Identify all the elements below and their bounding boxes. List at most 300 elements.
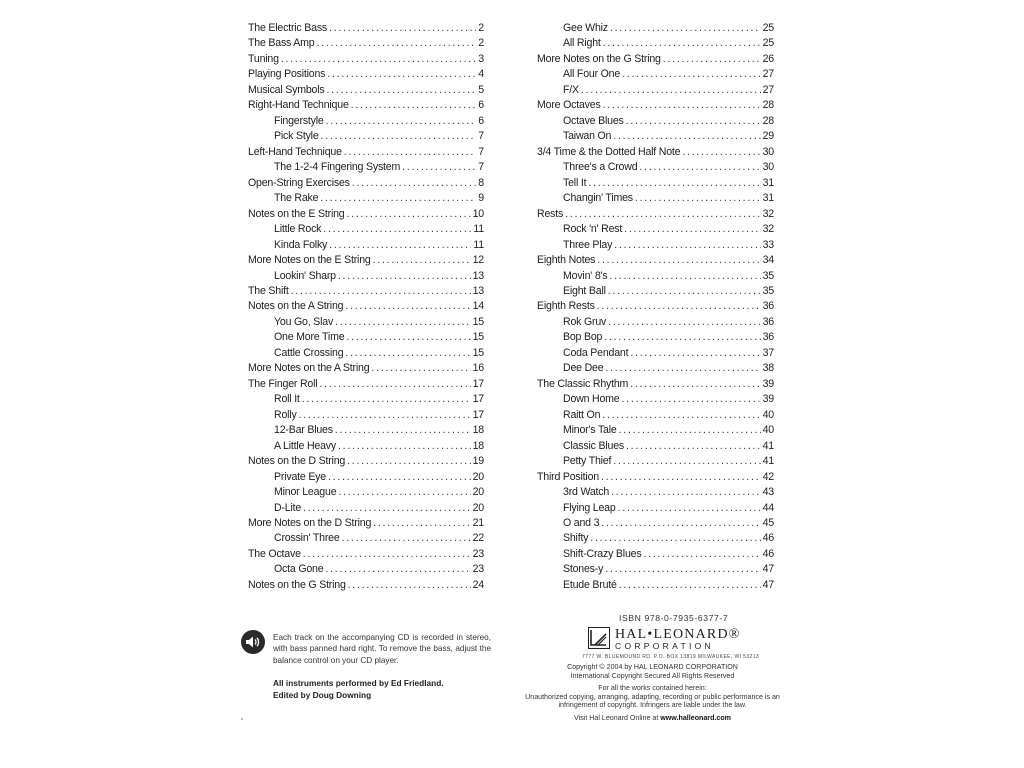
toc-entry-title: Flying Leap — [563, 501, 616, 514]
toc-entry — [248, 454, 484, 469]
toc-leader-dots — [346, 330, 470, 345]
toc-entry-page: 38 — [762, 362, 774, 375]
toc-entry-page: 4 — [478, 68, 484, 81]
toc-leader-dots — [626, 114, 761, 129]
toc-entry-title: Roll It — [274, 393, 300, 406]
cd-note-text: Each track on the accompanying CD is recorded in stereo, with bass panned hard right. To remove the bass, adjust the balance control on your CD player. — [273, 633, 491, 665]
toc-leader-dots — [588, 176, 760, 191]
toc-sub-entry — [537, 176, 774, 191]
toc-entry-title: O and 3 — [563, 517, 600, 529]
toc-entry-page: 37 — [762, 346, 774, 359]
toc-entry-title: Lookin' Sharp — [274, 269, 336, 282]
toc-entry-page: 40 — [762, 408, 774, 421]
copyright-line: For all the works contained herein: — [598, 684, 707, 692]
toc-entry-title: Left-Hand Technique — [248, 145, 342, 158]
toc-sub-entry — [537, 531, 774, 546]
toc-leader-dots — [338, 269, 471, 284]
toc-sub-entry — [248, 238, 484, 253]
toc-entry-page: 10 — [472, 207, 484, 220]
toc-entry-title: Movin' 8's — [563, 269, 608, 282]
toc-leader-dots — [619, 578, 761, 593]
toc-entry-title: Kinda Folky — [274, 238, 328, 251]
toc-entry-page: 47 — [762, 578, 774, 591]
toc-entry-page: 6 — [478, 99, 484, 112]
toc-leader-dots — [630, 346, 760, 361]
toc-leader-dots — [601, 470, 761, 485]
toc-entry — [537, 299, 774, 314]
toc-entry-title: Three Play — [563, 238, 613, 251]
toc-sub-entry — [248, 269, 484, 284]
toc-entry-page: 13 — [472, 269, 484, 282]
toc-entry-page: 47 — [762, 563, 774, 576]
toc-entry-page: 24 — [472, 578, 484, 591]
toc-entry-title: One More Time — [274, 331, 345, 344]
toc-entry-title: Rock 'n' Rest — [563, 223, 623, 236]
toc-leader-dots — [682, 145, 760, 160]
toc-entry-title: All Four One — [563, 68, 621, 81]
toc-entry — [248, 578, 484, 593]
toc-entry-title: Minor League — [274, 486, 337, 499]
toc-entry — [537, 377, 774, 392]
toc-sub-entry — [537, 501, 774, 516]
toc-sub-entry — [537, 578, 774, 593]
toc-entry — [537, 145, 774, 160]
toc-entry-title: More Notes on the G String — [537, 52, 661, 65]
toc-entry-title: The Finger Roll — [248, 377, 318, 390]
toc-leader-dots — [603, 98, 761, 113]
toc-entry-title: 3rd Watch — [563, 486, 610, 499]
toc-entry-page: 21 — [472, 517, 484, 529]
toc-entry-title: Third Position — [537, 470, 599, 483]
toc-entry-page: 3 — [478, 52, 484, 65]
toc-leader-dots — [347, 207, 471, 222]
toc-entry-page: 28 — [762, 114, 774, 127]
toc-entry-page: 31 — [762, 192, 774, 205]
toc-leader-dots — [291, 284, 471, 299]
toc-entry-page: 11 — [473, 238, 484, 251]
toc-entry-page: 26 — [762, 52, 774, 65]
publisher-name: HAL•LEONARD® — [615, 627, 741, 642]
toc-leader-dots — [347, 454, 471, 469]
toc-entry-title: Fingerstyle — [274, 114, 324, 127]
toc-left-column — [248, 21, 484, 593]
toc-leader-dots — [613, 129, 760, 144]
toc-leader-dots — [299, 408, 471, 423]
toc-entry — [248, 253, 484, 268]
toc-entry-page: 2 — [478, 37, 484, 50]
copyright-line: International Copyright Secured All Rights Reserved — [570, 671, 735, 680]
toc-leader-dots — [329, 21, 476, 36]
toc-entry-title: Octa Gone — [274, 563, 324, 576]
toc-entry-page: 6 — [478, 114, 484, 127]
toc-sub-entry — [537, 485, 774, 500]
editor-credit: Edited by Doug Downing — [273, 689, 372, 700]
toc-entry-page: 18 — [472, 439, 484, 452]
toc-entry-title: Private Eye — [274, 470, 326, 483]
toc-entry-page: 20 — [472, 486, 484, 499]
toc-entry-page: 15 — [472, 346, 484, 359]
toc-entry-title: Notes on the E String — [248, 207, 345, 220]
toc-entry-page: 12 — [472, 254, 484, 267]
toc-entry — [537, 98, 774, 113]
toc-entry-page: 20 — [472, 470, 484, 483]
toc-entry-title: Crossin' Three — [274, 532, 340, 545]
toc-sub-entry — [248, 423, 484, 438]
toc-sub-entry — [537, 284, 774, 299]
toc-entry-title: Rests — [537, 207, 564, 220]
toc-sub-entry — [248, 439, 484, 454]
toc-entry-title: More Notes on the A String — [248, 362, 370, 375]
performer-credit: All instruments performed by Ed Friedland. — [273, 678, 444, 688]
toc-entry-page: 17 — [472, 408, 484, 421]
toc-leader-dots — [630, 377, 760, 392]
toc-leader-dots — [581, 83, 761, 98]
toc-sub-entry — [537, 129, 774, 144]
toc-leader-dots — [597, 253, 760, 268]
toc-entry — [248, 207, 484, 222]
toc-entry-title: Pick Style — [274, 130, 319, 143]
toc-sub-entry — [537, 269, 774, 284]
toc-entry-title: Minor's Tale — [563, 424, 617, 437]
toc-entry-page: 36 — [762, 315, 774, 328]
toc-entry-title: Tell It — [563, 176, 587, 189]
toc-entry-title: Open-String Exercises — [248, 176, 350, 189]
toc-entry-page: 7 — [478, 161, 484, 174]
toc-entry-title: The Classic Rhythm — [537, 377, 629, 390]
toc-entry — [248, 36, 484, 51]
toc-entry — [248, 299, 484, 314]
toc-leader-dots — [619, 423, 761, 438]
toc-sub-entry — [537, 423, 774, 438]
toc-sub-entry — [537, 361, 774, 376]
toc-entry-title: F/X — [563, 83, 579, 96]
toc-sub-entry — [537, 315, 774, 330]
toc-entry-title: Playing Positions — [248, 68, 326, 81]
toc-entry-page: 34 — [762, 254, 774, 267]
toc-entry-page: 41 — [762, 439, 774, 452]
toc-leader-dots — [603, 36, 761, 51]
toc-sub-entry — [537, 330, 774, 345]
toc-leader-dots — [338, 485, 470, 500]
toc-sub-entry — [248, 531, 484, 546]
toc-entry-title: Shifty — [563, 532, 589, 545]
toc-leader-dots — [604, 330, 760, 345]
toc-entry-title: More Notes on the D String — [248, 517, 372, 529]
scan-mark — [241, 718, 243, 720]
toc-entry-title: Octave Blues — [563, 114, 624, 127]
toc-leader-dots — [565, 207, 761, 222]
toc-sub-entry — [537, 392, 774, 407]
toc-entry-page: 32 — [762, 223, 774, 236]
toc-entry-title: Notes on the A String — [248, 300, 344, 313]
toc-entry-page: 16 — [472, 362, 484, 375]
toc-sub-entry — [537, 191, 774, 206]
toc-entry-page: 9 — [478, 192, 484, 205]
toc-entry-title: Dee Dee — [563, 362, 604, 375]
toc-entry-page: 17 — [472, 393, 484, 406]
toc-leader-dots — [342, 531, 471, 546]
toc-entry-page: 28 — [762, 99, 774, 112]
toc-entry-title: Classic Blues — [563, 439, 624, 452]
toc-sub-entry — [537, 160, 774, 175]
toc-entry-title: Three's a Crowd — [563, 161, 638, 174]
toc-leader-dots — [622, 67, 761, 82]
toc-leader-dots — [639, 160, 760, 175]
toc-leader-dots — [345, 299, 470, 314]
hal-leonard-emblem-icon — [588, 627, 610, 649]
toc-leader-dots — [321, 129, 477, 144]
toc-entry-title: The Shift — [248, 284, 289, 297]
toc-entry-title: Coda Pendant — [563, 346, 629, 359]
copyright-block — [515, 663, 790, 722]
toc-entry-page: 45 — [762, 517, 774, 529]
toc-entry-page: 25 — [762, 22, 774, 34]
toc-leader-dots — [611, 485, 761, 500]
toc-sub-entry — [537, 83, 774, 98]
toc-entry-page: 5 — [478, 83, 484, 96]
toc-leader-dots — [605, 562, 760, 577]
toc-entry-title: Down Home — [563, 393, 620, 406]
toc-sub-entry — [248, 470, 484, 485]
toc-sub-entry — [248, 315, 484, 330]
toc-entry-page: 46 — [762, 532, 774, 545]
speaker-icon — [241, 630, 265, 654]
toc-leader-dots — [323, 222, 471, 237]
toc-sub-entry — [248, 129, 484, 144]
toc-entry-title: D-Lite — [274, 501, 302, 514]
toc-sub-entry — [537, 439, 774, 454]
toc-sub-entry — [537, 346, 774, 361]
visit-line — [515, 714, 790, 723]
toc-entry-page: 30 — [762, 145, 774, 158]
toc-entry-title: Cattle Crossing — [274, 346, 344, 359]
toc-entry-title: The Electric Bass — [248, 22, 328, 34]
toc-sub-entry — [537, 222, 774, 237]
toc-leader-dots — [303, 547, 471, 562]
toc-entry-title: Gee Whiz — [563, 22, 608, 34]
toc-leader-dots — [605, 361, 760, 376]
toc-leader-dots — [618, 501, 761, 516]
toc-leader-dots — [613, 454, 760, 469]
toc-entry-page: 14 — [472, 300, 484, 313]
visit-prefix: Visit Hal Leonard Online at — [574, 713, 661, 722]
toc-entry-page: 25 — [762, 37, 774, 50]
toc-entry-page: 15 — [472, 331, 484, 344]
toc-entry-page: 22 — [472, 532, 484, 545]
toc-leader-dots — [348, 578, 471, 593]
toc-sub-entry — [248, 562, 484, 577]
copyright-line: Unauthorized copying, arranging, adapting, recording or public performance is an — [525, 692, 780, 701]
toc-leader-dots — [622, 392, 761, 407]
toc-entry — [537, 253, 774, 268]
toc-entry-page: 23 — [472, 547, 484, 560]
toc-leader-dots — [373, 253, 471, 268]
toc-entry-page: 2 — [478, 22, 484, 34]
toc-entry — [248, 98, 484, 113]
credits — [273, 678, 493, 701]
toc-entry-title: 3/4 Time & the Dotted Half Note — [537, 145, 681, 158]
publisher-url[interactable]: www.halleonard.com — [660, 713, 731, 722]
toc-entry-page: 36 — [762, 331, 774, 344]
toc-entry-title: The Bass Amp — [248, 37, 315, 50]
toc-leader-dots — [608, 284, 761, 299]
toc-leader-dots — [610, 21, 761, 36]
toc-entry-page: 39 — [762, 393, 774, 406]
toc-entry-title: Notes on the G String — [248, 578, 346, 591]
toc-leader-dots — [590, 531, 760, 546]
toc-right-column — [537, 21, 774, 593]
toc-entry-title: Rok Gruv — [563, 315, 607, 328]
toc-entry-title: Raitt On — [563, 408, 601, 421]
toc-entry-page: 36 — [762, 300, 774, 313]
toc-entry-page: 41 — [762, 455, 774, 468]
toc-entry-page: 7 — [478, 145, 484, 158]
toc-sub-entry — [248, 392, 484, 407]
toc-leader-dots — [320, 191, 476, 206]
toc-entry — [248, 83, 484, 98]
toc-sub-entry — [248, 408, 484, 423]
toc-entry — [248, 377, 484, 392]
toc-entry-title: Little Rock — [274, 223, 322, 236]
toc-entry — [248, 361, 484, 376]
toc-leader-dots — [602, 408, 760, 423]
toc-leader-dots — [352, 176, 477, 191]
isbn: ISBN 978-0-7935-6377-7 — [619, 613, 729, 623]
toc-entry — [248, 21, 484, 36]
toc-entry-title: Musical Symbols — [248, 83, 325, 96]
toc-sub-entry — [248, 222, 484, 237]
toc-sub-entry — [537, 67, 774, 82]
toc-sub-entry — [248, 330, 484, 345]
toc-sub-entry — [248, 114, 484, 129]
toc-leader-dots — [608, 315, 760, 330]
toc-sub-entry — [537, 516, 774, 531]
toc-entry-title: 12-Bar Blues — [274, 424, 333, 437]
toc-entry-page: 33 — [762, 238, 774, 251]
publisher-address: 7777 W. BLUEMOUND RD. P.O. BOX 13819 MILWAUKEE, WI 53213 — [582, 654, 760, 660]
toc-leader-dots — [373, 516, 470, 531]
toc-entry-page: 13 — [472, 284, 484, 297]
toc-entry-page: 35 — [762, 284, 774, 297]
copyright-line: infringement of copyright. Infringers are liable under the law. — [558, 701, 747, 709]
toc-leader-dots — [609, 269, 760, 284]
toc-entry-title: Etude Bruté — [563, 578, 617, 591]
publisher-sub: CORPORATION — [615, 641, 714, 651]
toc-sub-entry — [537, 238, 774, 253]
toc-leader-dots — [325, 562, 470, 577]
toc-entry-title: All Right — [563, 37, 601, 50]
toc-entry-page: 30 — [762, 161, 774, 174]
toc-sub-entry — [248, 501, 484, 516]
toc-entry — [537, 470, 774, 485]
toc-entry-title: You Go, Slav — [274, 315, 334, 328]
toc-entry-title: A Little Heavy — [274, 439, 336, 452]
toc-sub-entry — [537, 36, 774, 51]
toc-entry-page: 11 — [473, 223, 484, 236]
toc-entry-page: 23 — [472, 563, 484, 576]
toc-sub-entry — [537, 408, 774, 423]
toc-entry-page: 46 — [762, 547, 774, 560]
toc-sub-entry — [537, 547, 774, 562]
toc-leader-dots — [302, 392, 471, 407]
hal-leonard-logo — [582, 627, 778, 663]
toc-leader-dots — [643, 547, 760, 562]
toc-entry-page: 43 — [762, 486, 774, 499]
toc-entry-page: 40 — [762, 424, 774, 437]
toc-entry-page: 19 — [472, 455, 484, 468]
toc-leader-dots — [345, 346, 470, 361]
toc-entry-page: 17 — [472, 377, 484, 390]
toc-leader-dots — [624, 222, 760, 237]
toc-leader-dots — [351, 98, 477, 113]
toc-leader-dots — [329, 238, 471, 253]
toc-sub-entry — [537, 21, 774, 36]
toc-entry-page: 29 — [762, 130, 774, 143]
toc-leader-dots — [281, 52, 476, 67]
toc-sub-entry — [248, 160, 484, 175]
toc-entry-title: More Octaves — [537, 99, 601, 112]
toc-entry-title: Notes on the D String — [248, 455, 346, 468]
toc-entry-page: 42 — [762, 470, 774, 483]
toc-entry — [248, 176, 484, 191]
toc-entry — [537, 52, 774, 67]
toc-entry-page: 35 — [762, 269, 774, 282]
toc-entry — [248, 284, 484, 299]
toc-entry-title: The Rake — [274, 192, 319, 205]
toc-sub-entry — [537, 562, 774, 577]
toc-entry-title: Changin' Times — [563, 192, 633, 205]
toc-sub-entry — [537, 114, 774, 129]
toc-sub-entry — [248, 485, 484, 500]
toc-leader-dots — [338, 439, 471, 454]
toc-leader-dots — [626, 439, 761, 454]
toc-leader-dots — [317, 36, 477, 51]
copyright-line: Copyright © 2004 by HAL LEONARD CORPORATION — [567, 663, 738, 671]
toc-entry-page: 27 — [762, 83, 774, 96]
toc-entry-page: 15 — [472, 315, 484, 328]
toc-leader-dots — [326, 114, 477, 129]
toc-leader-dots — [344, 145, 477, 160]
toc-entry-title: Shift-Crazy Blues — [563, 547, 642, 560]
toc-entry — [537, 207, 774, 222]
toc-entry-page: 27 — [762, 68, 774, 81]
toc-entry-title: Rolly — [274, 408, 297, 421]
toc-entry-page: 32 — [762, 207, 774, 220]
toc-entry — [248, 547, 484, 562]
toc-entry-title: Stones-y — [563, 563, 604, 576]
toc-entry-page: 18 — [472, 424, 484, 437]
toc-entry-title: Eighth Notes — [537, 254, 596, 267]
toc-entry-page: 7 — [478, 130, 484, 143]
toc-entry-page: 8 — [478, 176, 484, 189]
toc-sub-entry — [248, 191, 484, 206]
toc-entry-page: 39 — [762, 377, 774, 390]
toc-entry-title: Eighth Rests — [537, 300, 595, 313]
toc-leader-dots — [335, 423, 471, 438]
toc-leader-dots — [635, 191, 761, 206]
toc-leader-dots — [597, 299, 761, 314]
toc-entry — [248, 52, 484, 67]
toc-entry-title: Right-Hand Technique — [248, 99, 349, 112]
toc-leader-dots — [663, 52, 761, 67]
toc-sub-entry — [537, 454, 774, 469]
toc-leader-dots — [319, 377, 470, 392]
toc-leader-dots — [371, 361, 470, 376]
toc-leader-dots — [303, 501, 471, 516]
toc-entry-title: Eight Ball — [563, 284, 606, 297]
toc-leader-dots — [601, 516, 760, 531]
toc-entry-title: Bop Bop — [563, 331, 603, 344]
